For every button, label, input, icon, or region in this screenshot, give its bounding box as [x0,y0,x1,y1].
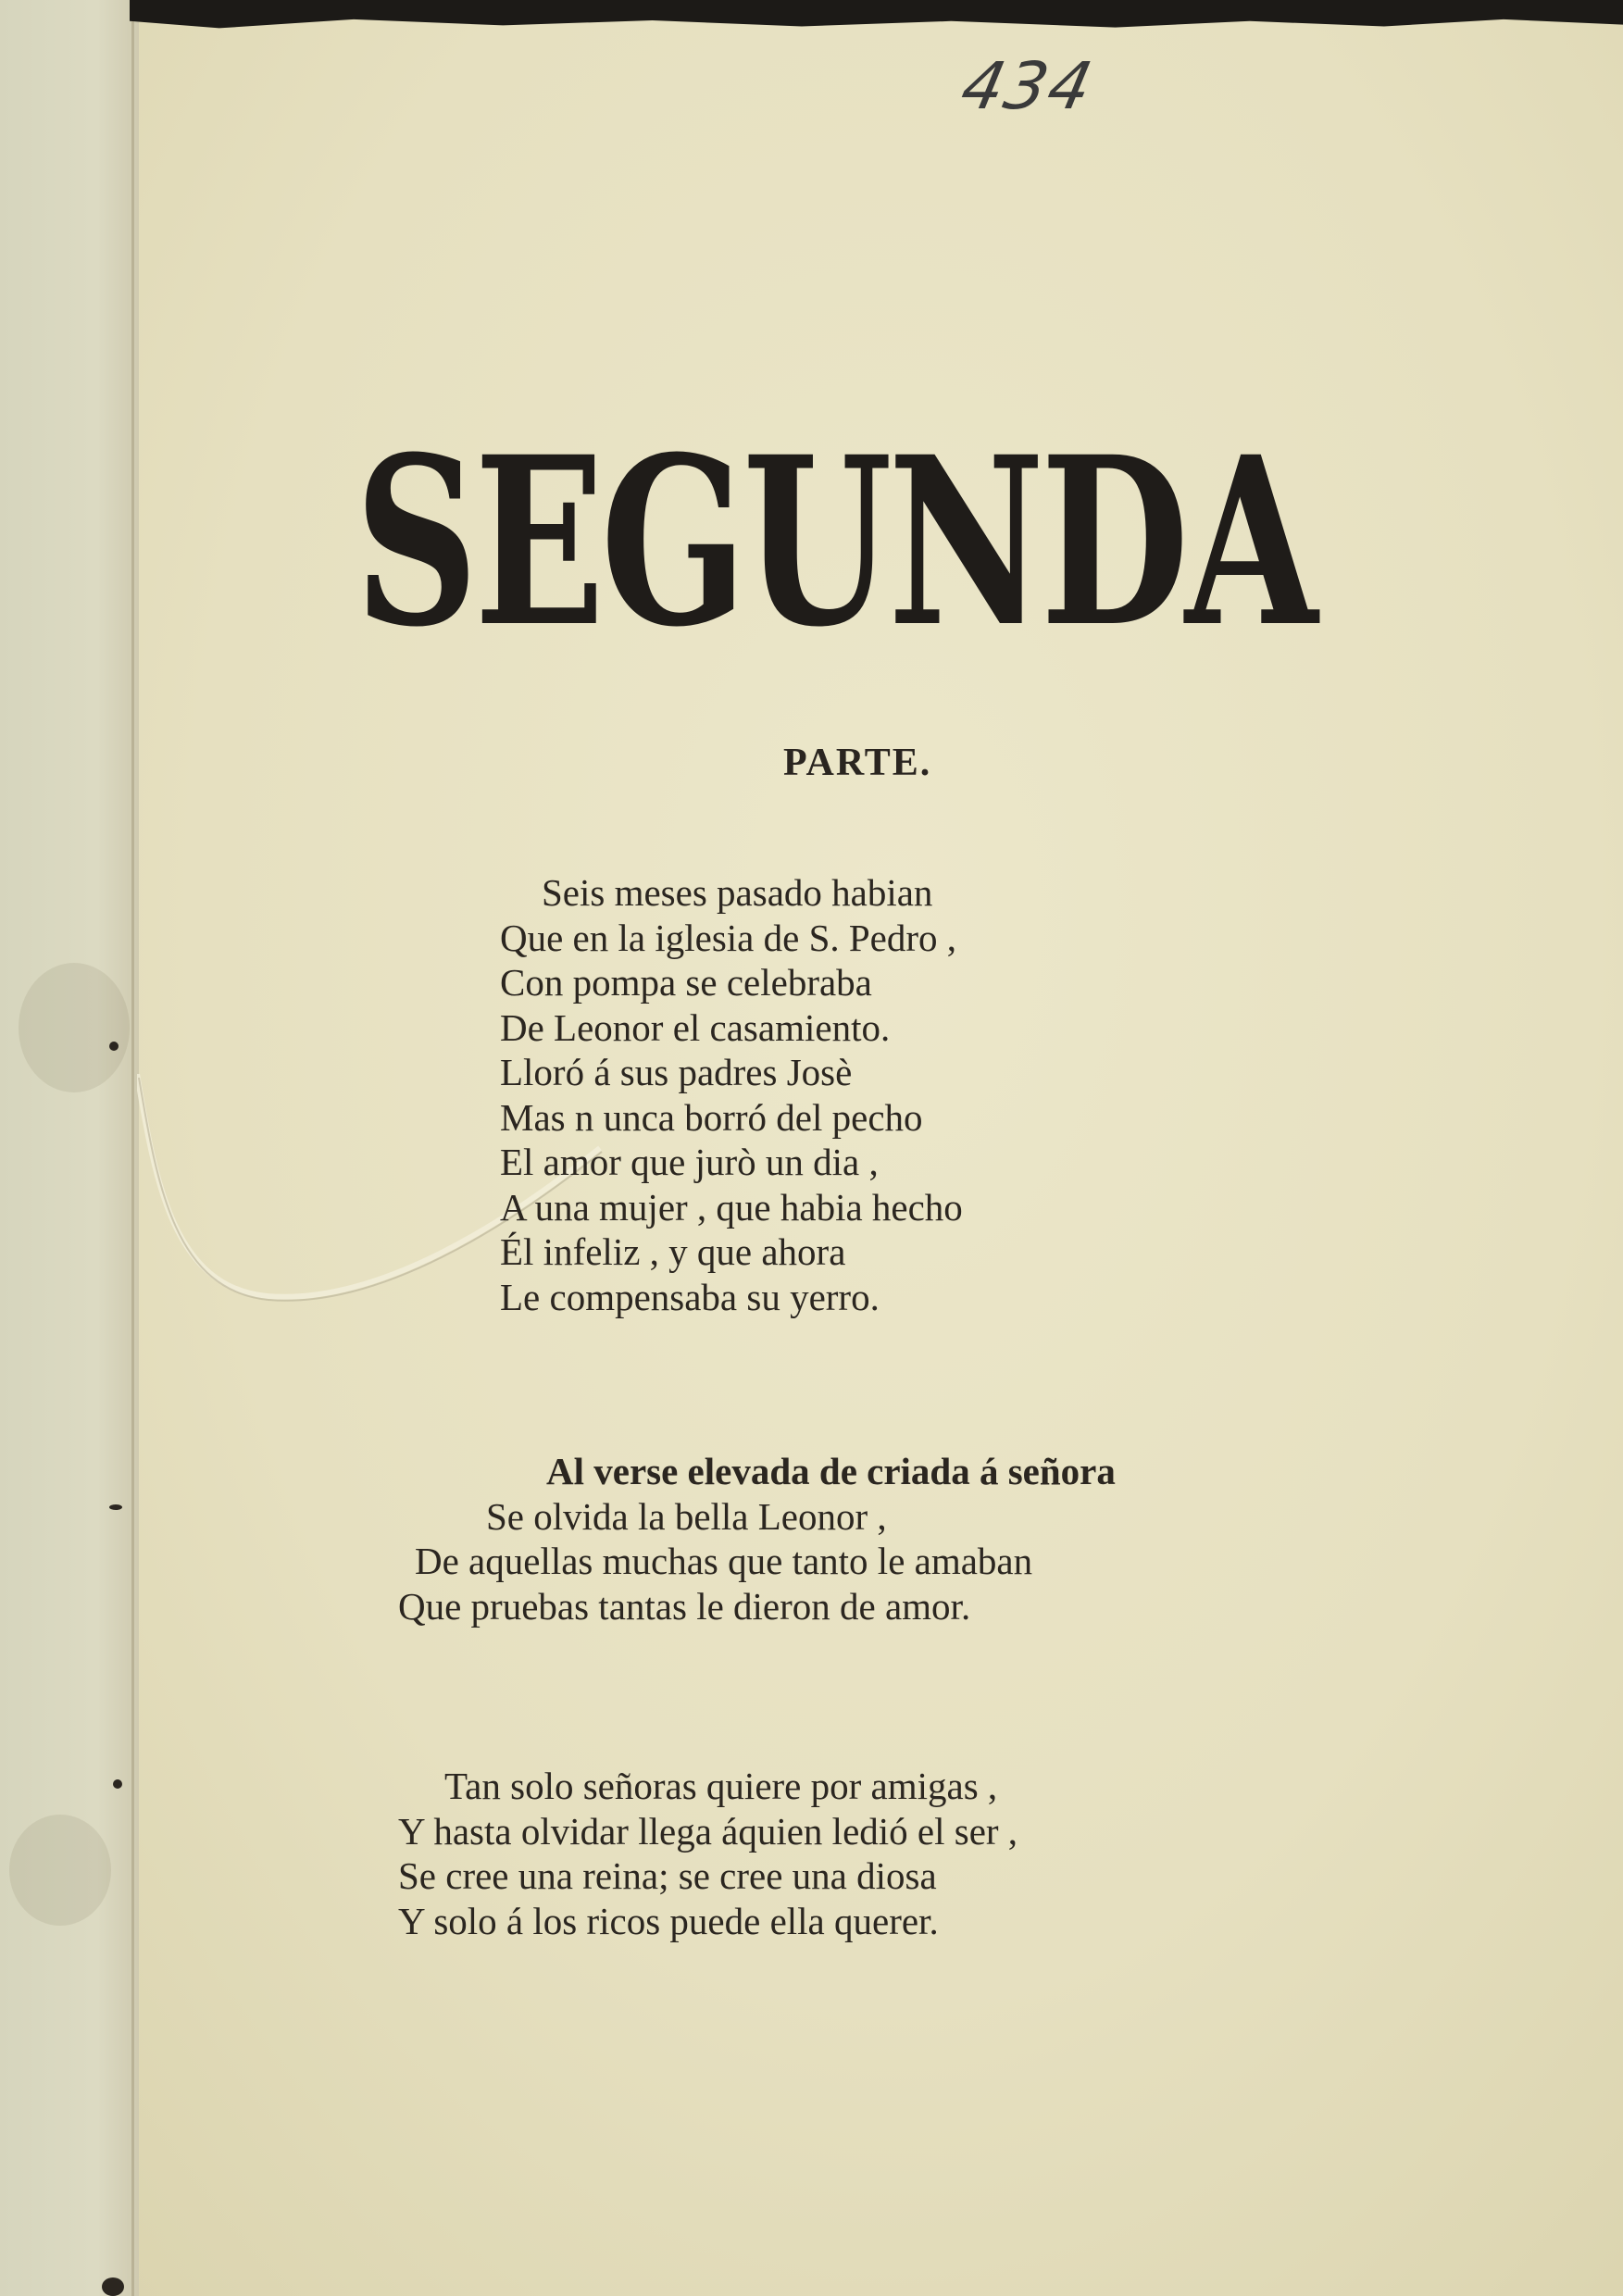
stanza [398,1449,1116,1628]
ink-speck [102,2277,124,2296]
verse-line: Y hasta olvidar llega áquien ledió el ser , [398,1809,1018,1853]
verse-line: Lloró á sus padres Josè [500,1051,853,1093]
page-subtitle: PARTE. [783,742,932,784]
verse-line: Y solo á los ricos puede ella querer. [398,1899,939,1942]
verse-line: Mas n unca borró del pecho [500,1095,923,1139]
page-title: SEGUNDA [355,406,1314,678]
verse-line: Que pruebas tantas le dieron de amor. [398,1584,971,1628]
ink-speck [113,1779,122,1789]
fold-line [131,19,134,2296]
verse-line: De aquellas muchas que tanto le amaban [415,1540,1033,1582]
stain [19,963,130,1092]
verse-line: Tan solo señoras quiere por amigas , [444,1765,998,1807]
verse-line: Él infeliz , y que ahora [500,1230,846,1273]
ink-speck [109,1504,122,1510]
verse-line: Se cree una reina; se cree una diosa [398,1854,937,1897]
verse-line: Que en la iglesia de S. Pedro , [500,916,957,959]
verse-line: A una mujer , que habia hecho [500,1185,963,1229]
torn-top-edge [130,0,1623,35]
verse-line: Se olvida la bella Leonor , [486,1494,887,1538]
verse-line: Le compensaba su yerro. [500,1275,880,1318]
binding-strip [0,0,139,2296]
stanza [500,870,963,1319]
stanza [398,1764,1017,1943]
ink-speck [109,1042,119,1051]
page-number: 434 [955,48,1101,124]
stain [9,1815,111,1926]
verse-line: Con pompa se celebraba [500,961,872,1004]
verse-line: Seis meses pasado habian [542,871,933,914]
verse-line: Al verse elevada de criada á señora [546,1450,1116,1492]
verse-line: De Leonor el casamiento. [500,1005,891,1049]
verse-line: El amor que jurò un dia , [500,1141,879,1183]
